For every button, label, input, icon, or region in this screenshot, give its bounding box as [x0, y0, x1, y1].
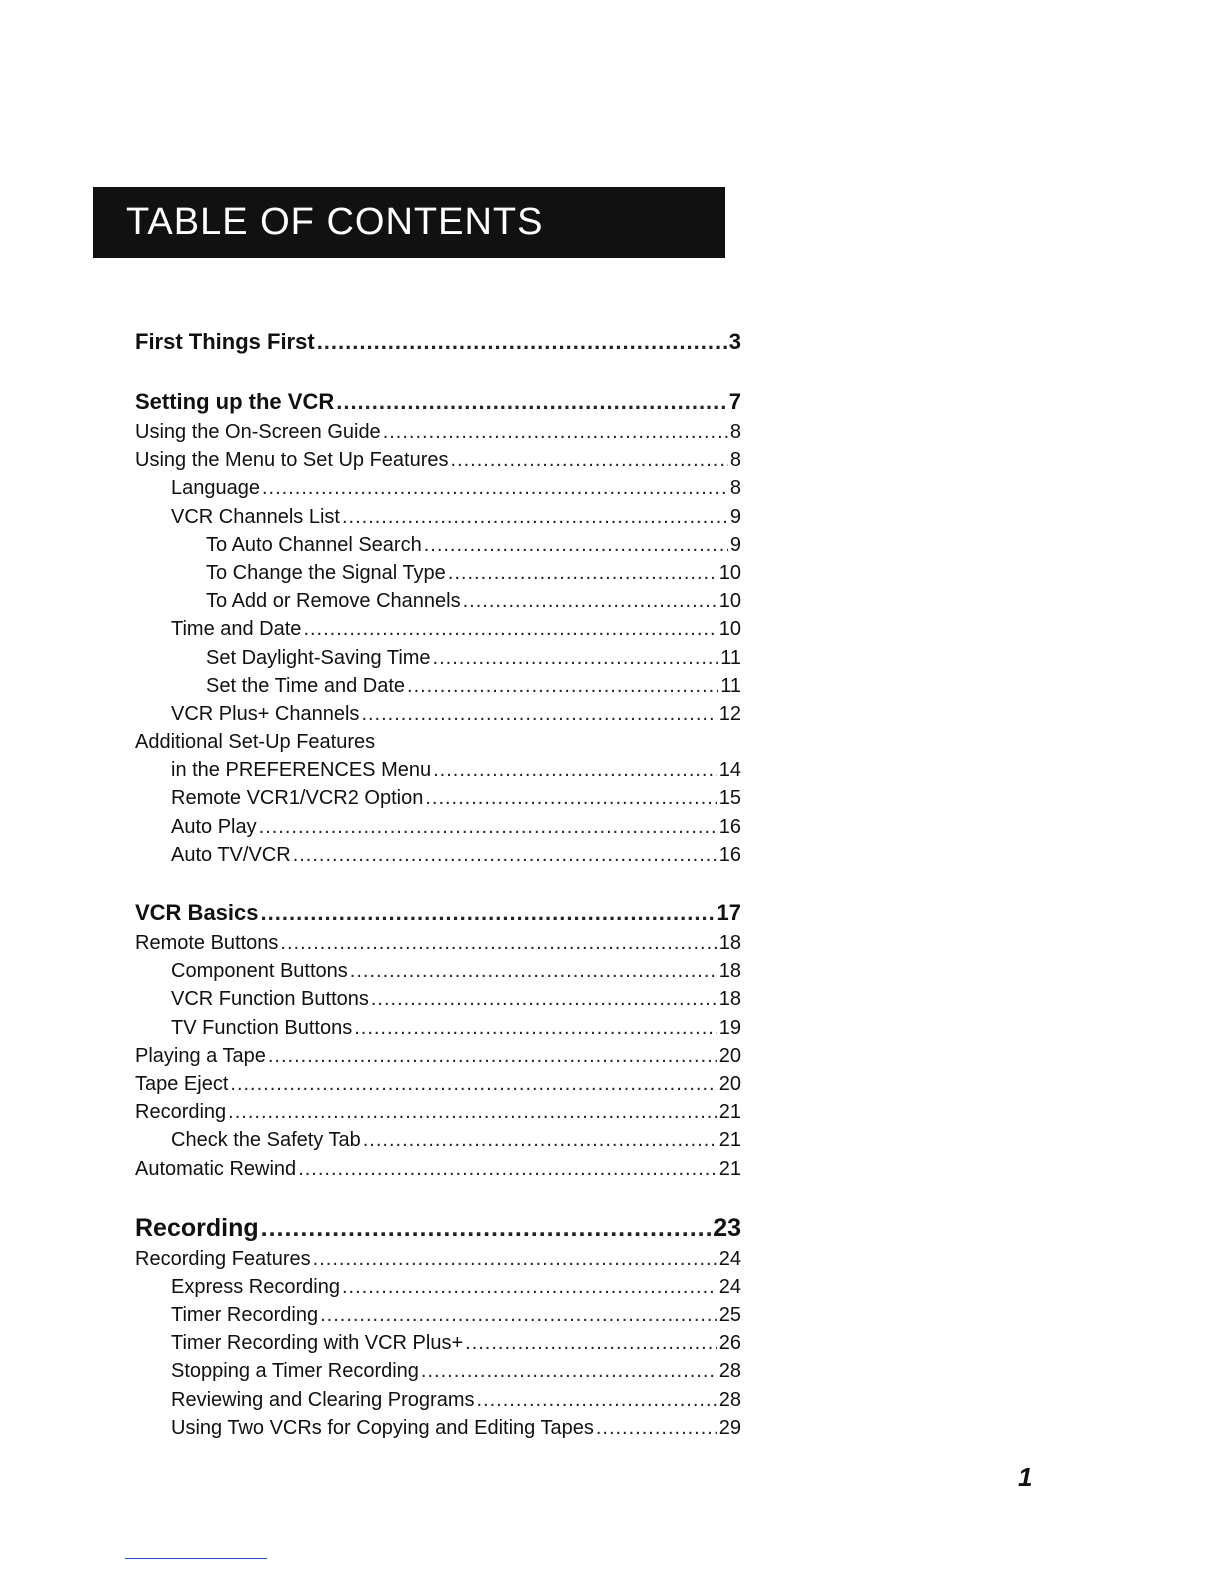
- toc-page: 24: [718, 1275, 741, 1298]
- toc-page: 14: [718, 759, 741, 782]
- toc-entry[interactable]: [135, 1014, 741, 1042]
- toc-title: First Things First: [135, 329, 315, 354]
- toc-entry[interactable]: [135, 1126, 741, 1154]
- toc-entry[interactable]: [135, 728, 741, 756]
- toc-title: Set the Time and Date: [206, 674, 406, 697]
- toc-page: 26: [718, 1332, 741, 1355]
- page-number: 1: [1018, 1462, 1033, 1492]
- toc-page: 11: [720, 646, 741, 669]
- toc-page: 18: [718, 988, 741, 1011]
- toc-page: 9: [729, 533, 741, 556]
- toc-page: 15: [718, 787, 741, 810]
- toc-title: Recording: [135, 1101, 227, 1124]
- toc-entry[interactable]: [135, 1414, 741, 1442]
- toc-entry[interactable]: [135, 1301, 741, 1329]
- toc-title: Component Buttons: [171, 960, 348, 983]
- toc-entry[interactable]: [135, 756, 741, 784]
- toc-entry[interactable]: [135, 1386, 741, 1414]
- toc-entry[interactable]: [135, 1329, 741, 1357]
- toc-title: Automatic Rewind: [135, 1157, 297, 1180]
- toc-title: Setting up the VCR: [135, 389, 335, 414]
- toc-entry[interactable]: [135, 1273, 741, 1301]
- toc-page: 12: [718, 702, 741, 725]
- toc-page: 9: [729, 505, 741, 528]
- toc-title: Tape Eject: [135, 1072, 229, 1095]
- toc-entry[interactable]: [135, 985, 741, 1013]
- toc-title: To Change the Signal Type: [206, 561, 446, 584]
- toc-title: Timer Recording with VCR Plus+: [171, 1332, 464, 1355]
- toc-page: 21: [718, 1129, 741, 1152]
- toc-title: Playing a Tape: [135, 1044, 266, 1067]
- toc-page: 10: [718, 618, 741, 641]
- toc-page: 20: [718, 1072, 741, 1095]
- toc-title: Express Recording: [171, 1275, 340, 1298]
- toc-page: 7: [728, 389, 741, 414]
- toc-entry[interactable]: [135, 446, 741, 474]
- toc-page: 21: [718, 1101, 741, 1124]
- toc-title: Language: [171, 477, 260, 500]
- toc-page: 16: [718, 843, 741, 866]
- toc-page: 17: [716, 900, 741, 925]
- toc-title: Timer Recording: [171, 1304, 319, 1327]
- toc-title: in the PREFERENCES Menu: [171, 759, 432, 782]
- toc-entry[interactable]: [135, 615, 741, 643]
- toc-entry[interactable]: [135, 1042, 741, 1070]
- toc-section[interactable]: [135, 386, 741, 418]
- toc-title: Auto TV/VCR: [171, 843, 291, 866]
- toc-section[interactable]: [135, 326, 741, 358]
- toc-title: VCR Channels List: [171, 505, 340, 528]
- toc-title: Recording: [135, 1213, 259, 1242]
- toc-page: 11: [720, 674, 741, 697]
- toc-page: 25: [718, 1304, 741, 1327]
- toc-page: 24: [718, 1247, 741, 1270]
- toc-entry[interactable]: [135, 644, 741, 672]
- toc-page: 23: [713, 1213, 741, 1242]
- toc-title: Using Two VCRs for Copying and Editing Tapes: [171, 1416, 594, 1439]
- toc-title: Check the Safety Tab: [171, 1129, 361, 1152]
- toc-entry[interactable]: [135, 1245, 741, 1273]
- toc-title: Using the Menu to Set Up Features: [135, 449, 449, 472]
- toc-page: 28: [718, 1360, 741, 1383]
- toc-page: 18: [718, 932, 741, 954]
- toc-page: 19: [718, 1016, 741, 1039]
- toc-entry[interactable]: [135, 1098, 741, 1126]
- toc-entry[interactable]: [135, 841, 741, 869]
- toc-page: 8: [729, 449, 741, 472]
- toc-entry[interactable]: [135, 1357, 741, 1385]
- toc-page: 20: [718, 1044, 741, 1067]
- toc-page: 8: [729, 477, 741, 500]
- toc-entry[interactable]: [135, 957, 741, 985]
- toc-title: Recording Features: [135, 1247, 311, 1270]
- toc-entry[interactable]: [135, 474, 741, 502]
- toc-entry[interactable]: [135, 1155, 741, 1183]
- toc-page: 8: [729, 421, 741, 443]
- toc-entry[interactable]: [135, 503, 741, 531]
- toc-title: To Auto Channel Search: [206, 533, 422, 556]
- toc-list: [135, 326, 741, 1442]
- toc-section[interactable]: [135, 897, 741, 929]
- toc-title: VCR Basics: [135, 900, 259, 925]
- toc-title: To Add or Remove Channels: [206, 590, 461, 613]
- toc-title: Time and Date: [171, 618, 302, 641]
- toc-section[interactable]: [135, 1211, 741, 1245]
- toc-page: 18: [718, 960, 741, 983]
- toc-title: Using the On-Screen Guide: [135, 421, 381, 443]
- toc-page: 10: [718, 561, 741, 584]
- toc-entry[interactable]: [135, 587, 741, 615]
- toc-entry[interactable]: [135, 531, 741, 559]
- toc-entry[interactable]: [135, 813, 741, 841]
- toc-page: 28: [718, 1388, 741, 1411]
- toc-title: VCR Function Buttons: [171, 988, 369, 1011]
- toc-entry[interactable]: [135, 700, 741, 728]
- toc-page: 10: [718, 590, 741, 613]
- toc-title: TV Function Buttons: [171, 1016, 353, 1039]
- toc-page: 16: [718, 815, 741, 838]
- toc-entry[interactable]: [135, 929, 741, 957]
- toc-page: 21: [718, 1157, 741, 1180]
- toc-entry[interactable]: [135, 672, 741, 700]
- toc-page: 29: [718, 1416, 741, 1439]
- toc-page: 3: [728, 329, 741, 354]
- toc-title: Stopping a Timer Recording: [171, 1360, 419, 1383]
- toc-entry[interactable]: [135, 1070, 741, 1098]
- footer-rule: [125, 1558, 267, 1559]
- page-title: TABLE OF CONTENTS: [126, 201, 544, 243]
- toc-title: Additional Set-Up Features: [135, 731, 376, 754]
- toc-entry[interactable]: [135, 784, 741, 812]
- toc-entry[interactable]: [135, 559, 741, 587]
- toc-banner: [93, 187, 725, 258]
- toc-title: VCR Plus+ Channels: [171, 702, 360, 725]
- toc-title: Set Daylight-Saving Time: [206, 646, 431, 669]
- toc-title: Reviewing and Clearing Programs: [171, 1388, 475, 1411]
- toc-entry[interactable]: [135, 418, 741, 446]
- toc-title: Remote Buttons: [135, 932, 279, 954]
- toc-title: Remote VCR1/VCR2 Option: [171, 787, 424, 810]
- toc-title: Auto Play: [171, 815, 257, 838]
